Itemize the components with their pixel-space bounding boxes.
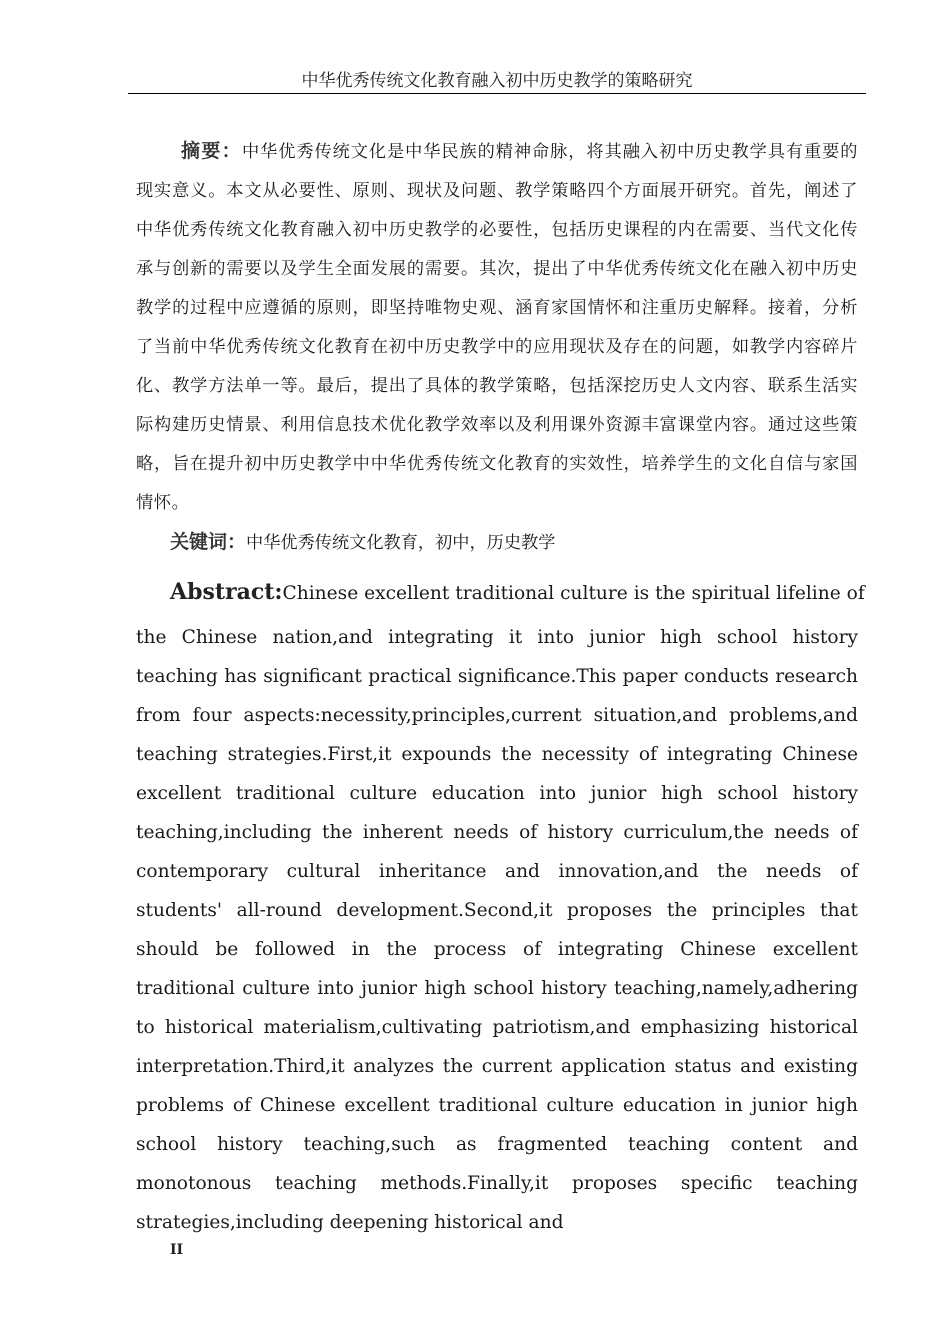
running-header — [128, 70, 866, 94]
keywords-text: 中华优秀传统文化教育，初中，历史教学 — [246, 533, 556, 553]
chinese-keywords — [136, 523, 858, 562]
keywords-label: 关键词： — [170, 531, 247, 553]
chinese-abstract-text: 中华优秀传统文化是中华民族的精神命脉，将其融入初中历史教学具有重要的现实意义。本文从必要性、原则、现状及问题、教学策略四个方面展开研究。首先，阐述了中华优秀传统文化教育融入初中历史教学的必要性，包括历史课程的内在需要、当代文化传承与创新的需要以及学生全面发展的需要。其次，提出了中华优秀传统文化在融入初中历史教学的过程中应遵循的原则，即坚持唯物史观、涵育家国情怀和注重历史解释。接着，分析了当前中华优秀传统文化教育在初中历史教学中的应用现状及存在的问题，如教学内容碎片化、教学方法单一等。最后，提出了具体的教学策略，包括深挖历史人文内容、联系生活实际构建历史情景、利用信息技术优化教学效率以及利用课外资源丰富课堂内容。通过这些策略，旨在提升初中历史教学中中华优秀传统文化教育的实效性，培养学生的文化自信与家国情怀。 — [136, 142, 858, 513]
page-body — [136, 132, 865, 1242]
chinese-abstract — [136, 132, 858, 523]
running-header-title: 中华优秀传统文化教育融入初中历史教学的策略研究 — [301, 71, 693, 91]
english-abstract-first-line-text: Chinese excellent traditional culture is the spiritual lifeline of — [282, 583, 865, 604]
page-number: II — [170, 1242, 184, 1258]
english-abstract-first-line — [136, 566, 865, 618]
chinese-abstract-label: 摘要： — [181, 140, 243, 162]
english-abstract-body: the Chinese nation,and integrating it into junior high school history teaching has significant practical significance.This paper conducts research from four aspects:necessity,principles,current situation,and problems,and teaching strategies.First,it expounds the necessity of integrating Chinese excellent traditional culture education into junior high school history teaching,including the inherent needs of history curriculum,the needs of contemporary cultural inheritance and innovation,and the needs of students' all-round development.Second,it proposes the principles that should be followed in the process of integrating Chinese excellent traditional culture into junior high school history teaching,namely,adhering to historical materialism,cultivating patriotism,and emphasizing historical interpretation.Third,it analyzes the current application status and existing problems of Chinese excellent traditional culture education in junior high school history teaching,such as fragmented teaching content and monotonous teaching methods.Finally,it proposes specific teaching strategies,including deepening historical and — [136, 627, 858, 1233]
english-abstract-label: Abstract: — [170, 579, 283, 605]
